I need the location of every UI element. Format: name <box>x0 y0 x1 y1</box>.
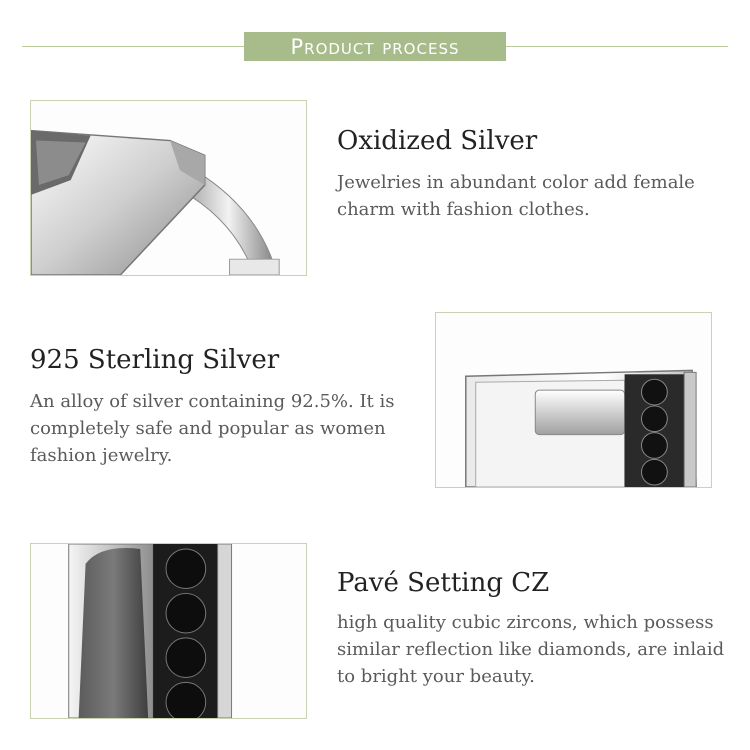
pave-setting-photo <box>30 543 307 719</box>
section-header <box>244 32 506 61</box>
feature-description-sterling-silver: An alloy of silver containing 92.5%. It is completely safe and popular as women fashion jewelry. <box>30 391 395 466</box>
header-divider-right <box>506 46 728 47</box>
feature-title-oxidized-silver: Oxidized Silver <box>337 126 538 156</box>
oxidized-silver-photo <box>30 100 307 276</box>
sterling-silver-photo <box>435 312 712 488</box>
feature-description-oxidized-silver: Jewelries in abundant color add female charm with fashion clothes. <box>337 172 695 220</box>
feature-description-pave-setting: high quality cubic zircons, which possess similar reflection like diamonds, are inlaid to bright your beauty. <box>337 612 725 687</box>
feature-title-pave-setting: Pavé Setting CZ <box>337 568 550 598</box>
header-divider-left <box>22 46 244 47</box>
section-header-title: Product process <box>290 34 460 59</box>
feature-title-sterling-silver: 925 Sterling Silver <box>30 345 280 375</box>
